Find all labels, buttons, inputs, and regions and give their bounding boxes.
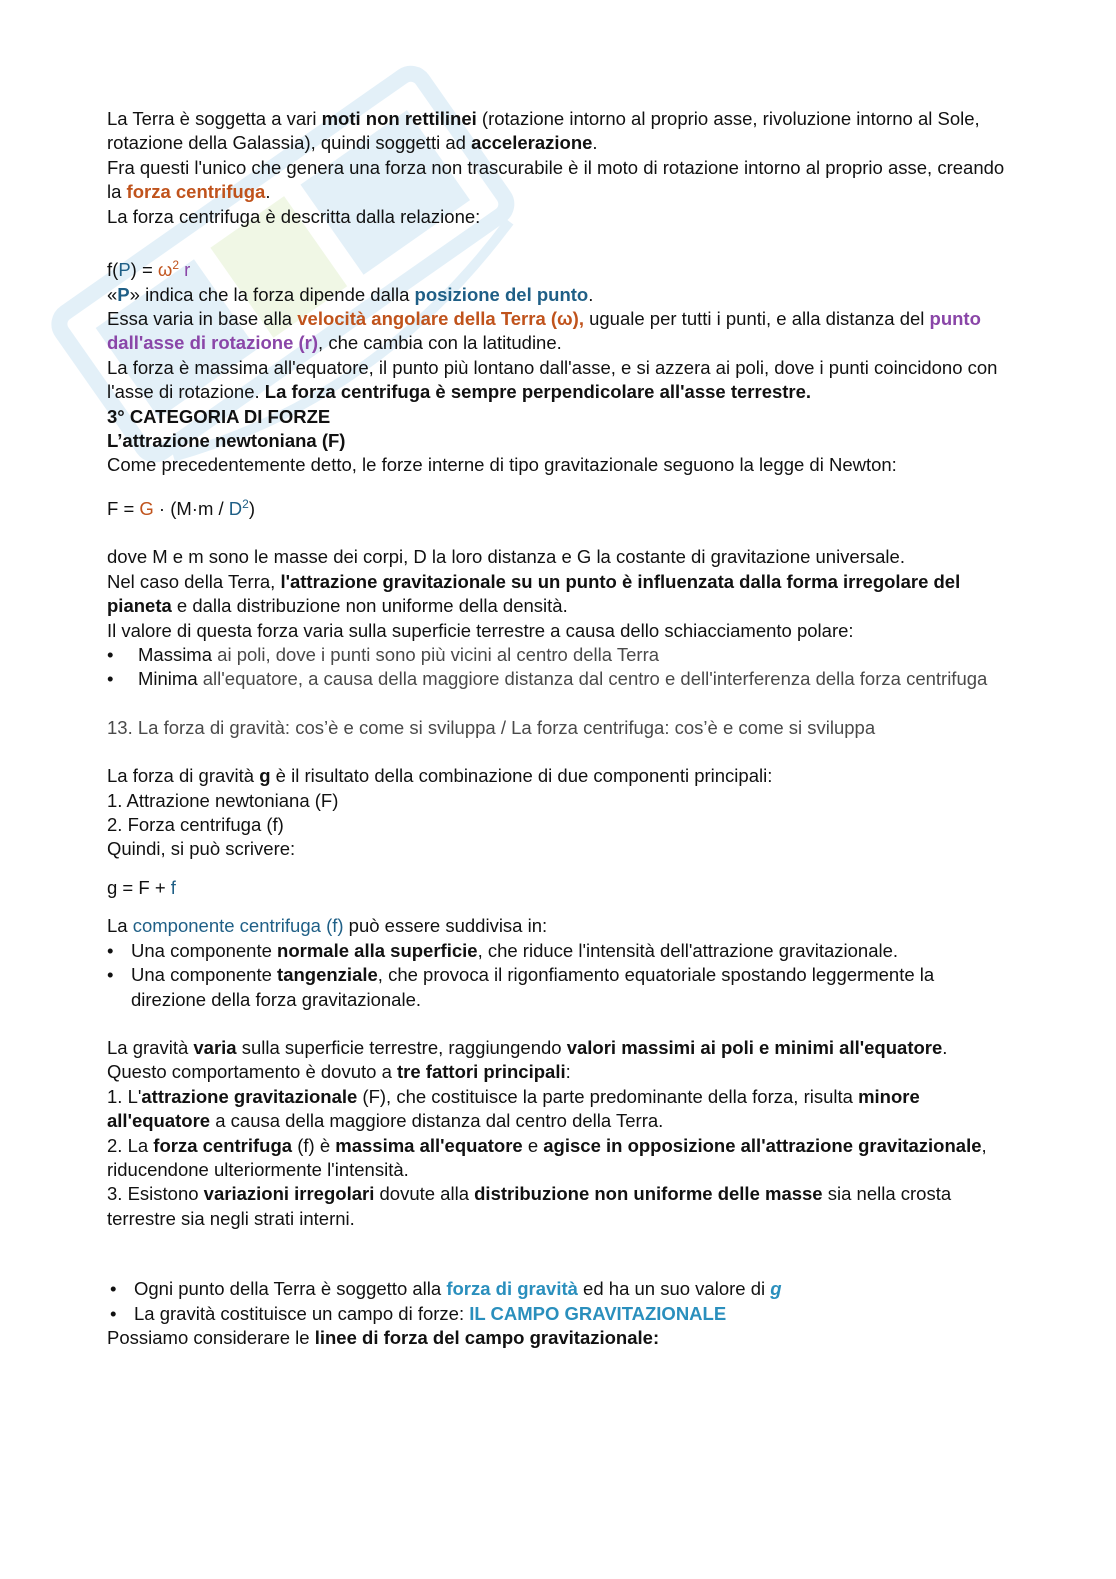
paragraph-gravita: La forza di gravità g è il risultato della combinazione di due componenti principali: [107, 765, 773, 787]
paragraph-schiacciamento: Il valore di questa forza varia sulla superficie terrestre a causa dello schiacciamento polare: [107, 619, 854, 641]
paragraph-item-2: 2. Forza centrifuga (f) [107, 814, 284, 836]
paragraph-fattore-1: 1. L'attrazione gravitazionale (F), che costituisce la parte predominante della forza, risulta minore all'equatore a causa della maggiore distanza dal centro della Terra. [107, 1085, 920, 1132]
list-campo [107, 1277, 1007, 1326]
list-componenti [107, 939, 1007, 1012]
list-item: • Massima ai poli, dove i punti sono più vicini al centro della Terra [107, 643, 1007, 667]
formula-newton: $F = G \cdot (M\cdot m / D^2)$ [107, 496, 256, 519]
list-item: • Una componente normale alla superficie, che riduce l'intensità dell'attrazione gravitazionale. [107, 939, 1007, 963]
paragraph-scrivere: Quindi, si può scrivere: [107, 838, 296, 860]
paragraph-componente: La componente centrifuga (f) può essere suddivisa in: [107, 915, 548, 937]
paragraph-linee: Possiamo considerare le linee di forza del campo gravitazionale: [107, 1326, 660, 1348]
paragraph-fattore-2: 2. La forza centrifuga (f) è massima all'equatore e agisce in opposizione all'attrazione gravitazionale, riducendone ulteriormente l'intensità. [107, 1134, 987, 1180]
paragraph-massima: La forza è massima all'equatore, il punto più lontano dall'asse, e si azzera ai poli, dove i punti coincidono con l'asse di rotazione. La forza centrifuga è sempre perpendicolare all'asse terrestre. [107, 356, 998, 403]
paragraph-velocita: Essa varia in base alla velocità angolare della Terra (ω), uguale per tutti i punti, e alla distanza del punto dall'asse di rotazione (r), che cambia con la latitudine. [107, 308, 981, 354]
document-page [107, 107, 1007, 1350]
section-heading: 3° CATEGORIA DI FORZE [107, 405, 331, 427]
paragraph-newton: Come precedentemente detto, le forze interne di tipo gravitazionale seguono la legge di Newton: [107, 454, 897, 476]
list-item: • Una componente tangenziale, che provoca il rigonfiamento equatoriale spostando leggermente la direzione della forza gravitazionale. [107, 963, 1007, 1012]
paragraph-posizione: «P» indica che la forza dipende dalla posizione del punto. [107, 283, 594, 305]
list-item: • Ogni punto della Terra è soggetto alla forza di gravità ed ha un suo valore di g [110, 1277, 1007, 1301]
paragraph-item-1: 1. Attrazione newtoniana (F) [107, 789, 339, 811]
formula-forza-centrifuga: $f(P) = \omega^2$ r [107, 258, 191, 281]
formula-gravita: g = F + f [107, 876, 176, 898]
paragraph-masse: dove M e m sono le masse dei corpi, D la loro distanza e G la costante di gravitazione universale. [107, 546, 905, 568]
paragraph-rotazione: Fra questi l'unico che genera una forza non trascurabile è il moto di rotazione intorno al proprio asse, creando la forza centrifuga. [107, 156, 1005, 203]
subsection-heading: L’attrazione newtoniana (F) [107, 430, 346, 452]
paragraph-fattori: Questo comportamento è dovuto a tre fattori principali: [107, 1061, 571, 1083]
paragraph-moti: La Terra è soggetta a vari moti non rettilinei (rotazione intorno al proprio asse, rivoluzione intorno al Sole, rotazione della Galassia), quindi soggetti ad accelerazione. [107, 108, 980, 154]
paragraph-varia: La gravità varia sulla superficie terrestre, raggiungendo valori massimi ai poli e minimi all'equatore. [107, 1036, 948, 1058]
paragraph-fattore-3: 3. Esistono variazioni irregolari dovute alla distribuzione non uniforme delle masse sia nella crosta terrestre sia negli strati interni. [107, 1183, 952, 1229]
list-item: • La gravità costituisce un campo di forze: IL CAMPO GRAVITAZIONALE [110, 1302, 1007, 1326]
question-title: 13. La forza di gravità: cos’è e come si sviluppa / La forza centrifuga: cos’è e come si sviluppa [107, 716, 876, 738]
list-massima-minima [107, 643, 1007, 692]
paragraph-relazione: La forza centrifuga è descritta dalla relazione: [107, 205, 481, 227]
list-item: • Minima all'equatore, a causa della maggiore distanza dal centro e dell'interferenza della forza centrifuga [107, 667, 1007, 691]
paragraph-terra: Nel caso della Terra, l'attrazione gravitazionale su un punto è influenzata dalla forma irregolare del pianeta e dalla distribuzione non uniforme della densità. [107, 570, 961, 617]
